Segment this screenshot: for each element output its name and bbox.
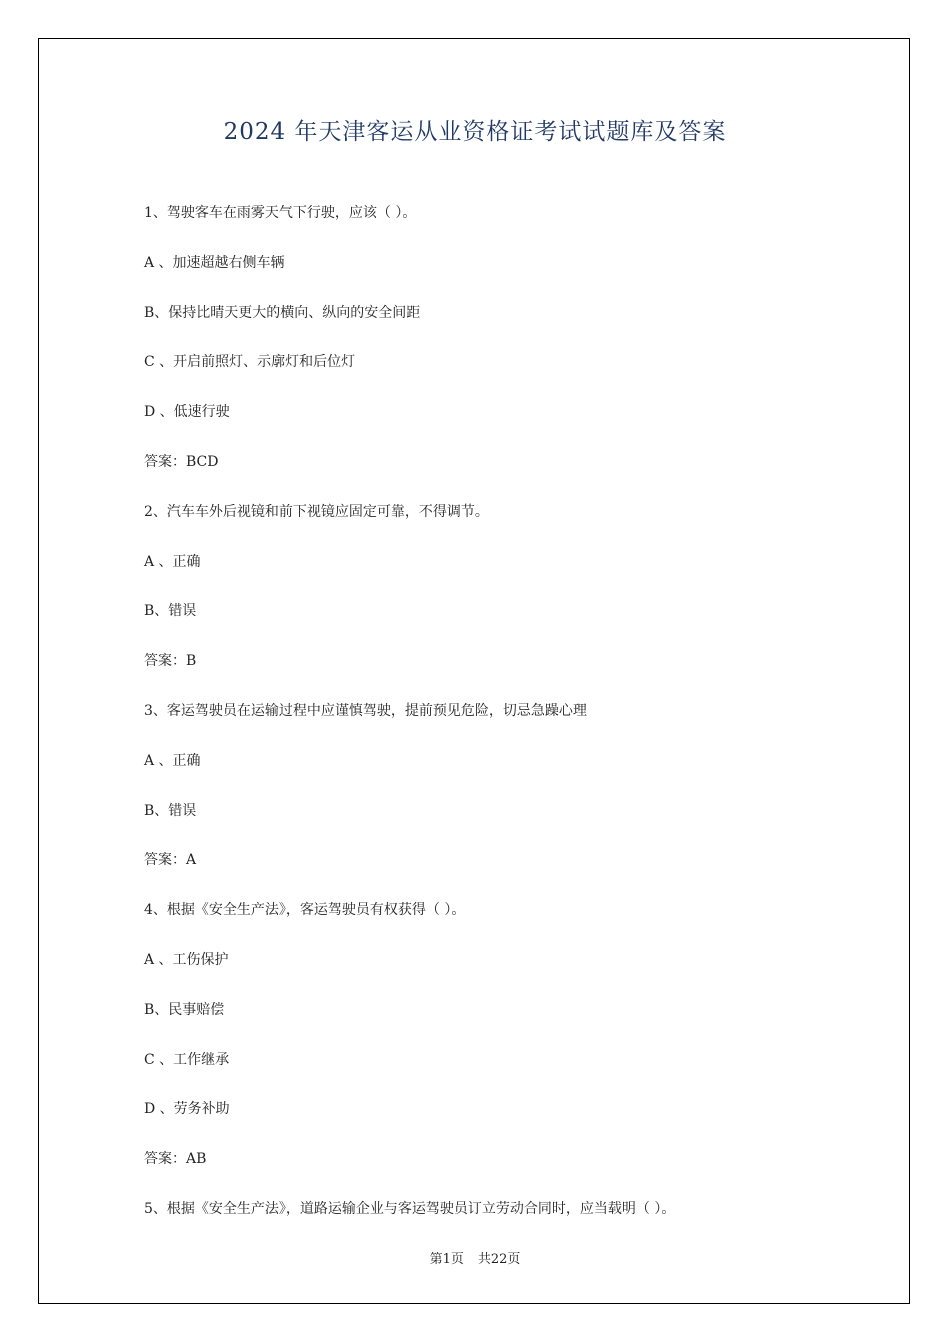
page-total: 共22页 xyxy=(477,1252,521,1267)
option-line: D 、低速行驶 xyxy=(144,404,230,421)
document-body xyxy=(144,200,844,1246)
question-4: 4、根据《安全生产法》，客运驾驶员有权获得（ ）。 xyxy=(144,902,466,919)
option-line: A 、加速超越右侧车辆 xyxy=(144,254,285,271)
question-3: 3、客运驾驶员在运输过程中应谨慎驾驶，提前预见危险，切忌急躁心理 xyxy=(144,702,587,719)
answer-line: 答案：A xyxy=(144,852,197,869)
answer-line: 答案：AB xyxy=(144,1151,207,1168)
option-line: C 、开启前照灯、示廓灯和后位灯 xyxy=(144,354,356,371)
answer-line: 答案：BCD xyxy=(144,453,219,470)
option-line: B、错误 xyxy=(144,603,197,620)
option-line: B、错误 xyxy=(144,802,197,819)
question-5: 5、根据《安全生产法》，道路运输企业与客运驾驶员订立劳动合同时，应当载明（ ）。 xyxy=(144,1200,676,1217)
page-footer xyxy=(0,1248,950,1267)
option-line: A 、工伤保护 xyxy=(144,951,229,968)
option-line: B、保持比晴天更大的横向、纵向的安全间距 xyxy=(144,304,421,321)
question-2: 2、汽车车外后视镜和前下视镜应固定可靠，不得调节。 xyxy=(144,503,489,520)
option-line: A 、正确 xyxy=(144,553,201,570)
option-line: C 、工作继承 xyxy=(144,1051,230,1068)
answer-line: 答案：B xyxy=(144,653,197,670)
question-1: 1、驾驶客车在雨雾天气下行驶，应该（ ）。 xyxy=(144,205,417,221)
option-line: B、民事赔偿 xyxy=(144,1001,225,1018)
document-title: 2024 年天津客运从业资格证考试试题库及答案 xyxy=(223,119,727,145)
page-number: 第1页 xyxy=(429,1252,464,1267)
option-line: D 、劳务补助 xyxy=(144,1101,230,1118)
option-line: A 、正确 xyxy=(144,752,201,769)
